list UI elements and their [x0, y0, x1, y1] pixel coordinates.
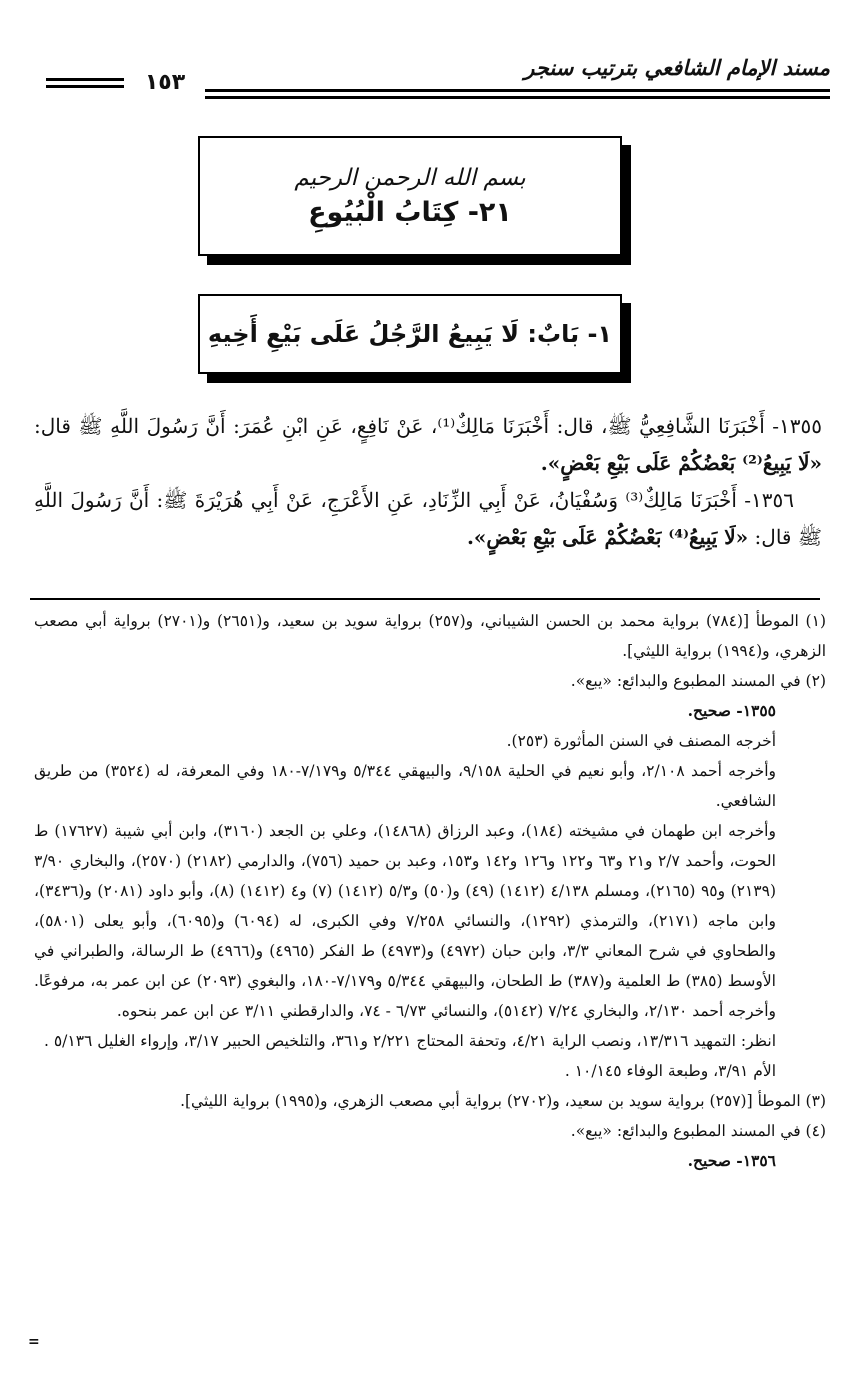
footnote-2: (٢) في المسند المطبوع والبدائع: «يبع».: [570, 672, 826, 690]
takhrij-line: وأخرجه أحمد ٢/١٠٨، وأبو نعيم في الحلية ٩/١٥٨، والبيهقي ٥/٣٤٤ و٧/١٧٩-١٨٠ وفي المعرفة، له (٣٥٢٤) من طريق الشافعي.: [34, 762, 776, 810]
footnote-4: (٤) في المسند المطبوع والبدائع: «يبع».: [570, 1122, 826, 1140]
hadith-text: [34, 408, 822, 556]
header-rule: [205, 96, 830, 99]
takhrij-line: وأخرجه ابن طهمان في مشيخته (١٨٤)، وعبد الرزاق (١٤٨٦٨)، وعلي بن الجعد (٣١٦٠)، وابن أبي شيبة (١٧٦٢٧) ط الحوت، وأحمد ٢/٧ و٢١ و٦٣ و١٢٢ و١٢٦ و١٤٢ و١٥٣، وعبد بن حميد (٧٥٦)، والدارمي (٢١٨٢) (٢٥٧٠)، والبخاري ٣/٩٠ (٢١٣٩) و٩٥ (٢١٦٥)، ومسلم ٤/١٣٨ (١٤١٢) (٤٩) و(٥٠) و٥/٣ (١٤١٢) (٧) و٤ (١٤١٢) (٨)، وأبو داود (٢٠٨١) و(٣٤٣٦)، وابن ماجه (٢١٧١)، والترمذي (١٢٩٢)، والنسائي ٧/٢٥٨ وفي الكبرى، له (٦٠٩٤) و(٦٠٩٥)، وأبو يعلى (٥٨٠١)، والطحاوي في شرح المعاني ٣/٣، وابن حبان (٤٩٧٢) و(٤٩٧٣) ط الفكر (٤٩٦٥) و(٤٩٦٦) ط الرسالة، والطبراني في الأوسط (٣٨٥) ط العلمية و(٣٨٧) ط الطحان، والبيهقي ٥/٣٤٤ و٧/١٧٩-١٨٠، والبغوي (٢٠٩٣) عن ابن عمر به، مرفوعًا. وأخرجه أحمد ٢/١٣٠، والبخاري ٧/٢٤ (٥١٤٢)، والنسائي ٦/٧٣ - ٧٤، والدارقطني ٣/١١ عن ابن عمر بنحوه.: [34, 822, 776, 1020]
page-number: ١٥٣: [144, 70, 186, 95]
header-rule: [205, 89, 830, 92]
hadith-quote: «لَا يَبِيعُ⁽²⁾ بَعْضُكُمْ عَلَى بَيْعِ بَعْضٍ».: [540, 451, 822, 475]
running-title: مسند الإمام الشافعي بترتيب سنجر: [524, 56, 830, 80]
hadith-quote: «لَا يَبِيعُ⁽⁴⁾ بَعْضُكُمْ عَلَى بَيْعِ بَعْضٍ».: [466, 525, 749, 549]
takhrij-line: أخرجه المصنف في السنن المأثورة (٢٥٣).: [506, 732, 776, 750]
footnote-divider: [30, 598, 820, 600]
takhrij-line: انظر: التمهيد ١٣/٣١٦، ونصب الراية ٤/٢١، وتحفة المحتاج ٢/٢٢١ و٣٦١، والتلخيص الحبير ٣/١٧، وإرواء الغليل ٥/١٣٦ .: [43, 1032, 776, 1050]
hadith-body: ١٣٥٥- أَخْبَرَنَا الشَّافِعِيُّ ﷺ، قال: أَخْبَرَنَا مَالِكٌ⁽¹⁾، عَنْ نَافِعٍ، عَنِ ابْنِ عُمَرَ: أَنَّ رَسُولَ اللَّهِ ﷺ قال:: [34, 414, 823, 438]
takhrij-1356-label: ١٣٥٦- صحيح.: [687, 1151, 776, 1170]
book-title-box: [198, 136, 622, 256]
book-title: ٢١- كِتَابُ الْبُيُوعِ: [308, 196, 512, 228]
continuation-mark: =: [28, 1334, 40, 1350]
footnote-1: (١) الموطأ [(٧٨٤) برواية محمد بن الحسن الشيباني، و(٢٥٧) برواية سويد بن سعيد، و(٢٦٥١) و(٢٧٠١) برواية أبي مصعب الزهري، و(١٩٩٤) برواية الليثي].: [34, 612, 826, 660]
takhrij-1355-label: ١٣٥٥- صحيح.: [687, 701, 776, 720]
header-rule: [46, 78, 124, 81]
hadith-body: ١٣٥٦- أَخْبَرَنَا مَالِكٌ⁽³⁾ وَسُفْيَانُ، عَنْ أَبِي الزِّنَادِ، عَنِ الأَعْرَجِ، عَنْ أَبِي هُرَيْرَةَ ﷺ: أَنَّ رَسُولَ اللَّهِ ﷺ قال:: [34, 488, 822, 549]
footnote-3: (٣) الموطأ [(٢٥٧) برواية سويد بن سعيد، و(٢٧٠٢) برواية أبي مصعب الزهري، و(١٩٩٥) برواية الليثي].: [180, 1092, 826, 1110]
chapter-title-box: [198, 294, 622, 374]
footnotes: [34, 606, 826, 1176]
basmala: بسم الله الرحمن الرحيم: [294, 164, 526, 191]
header-rule: [46, 85, 124, 88]
chapter-title: ١- بَابٌ: لَا يَبِيعُ الرَّجُلُ عَلَى بَيْعِ أَخِيهِ: [207, 320, 613, 348]
takhrij-line: الأم ٣/٩١، وطبعة الوفاء ١٠/١٤٥ .: [564, 1062, 776, 1080]
hadith-1356: [34, 482, 822, 556]
hadith-1355: [34, 408, 822, 482]
